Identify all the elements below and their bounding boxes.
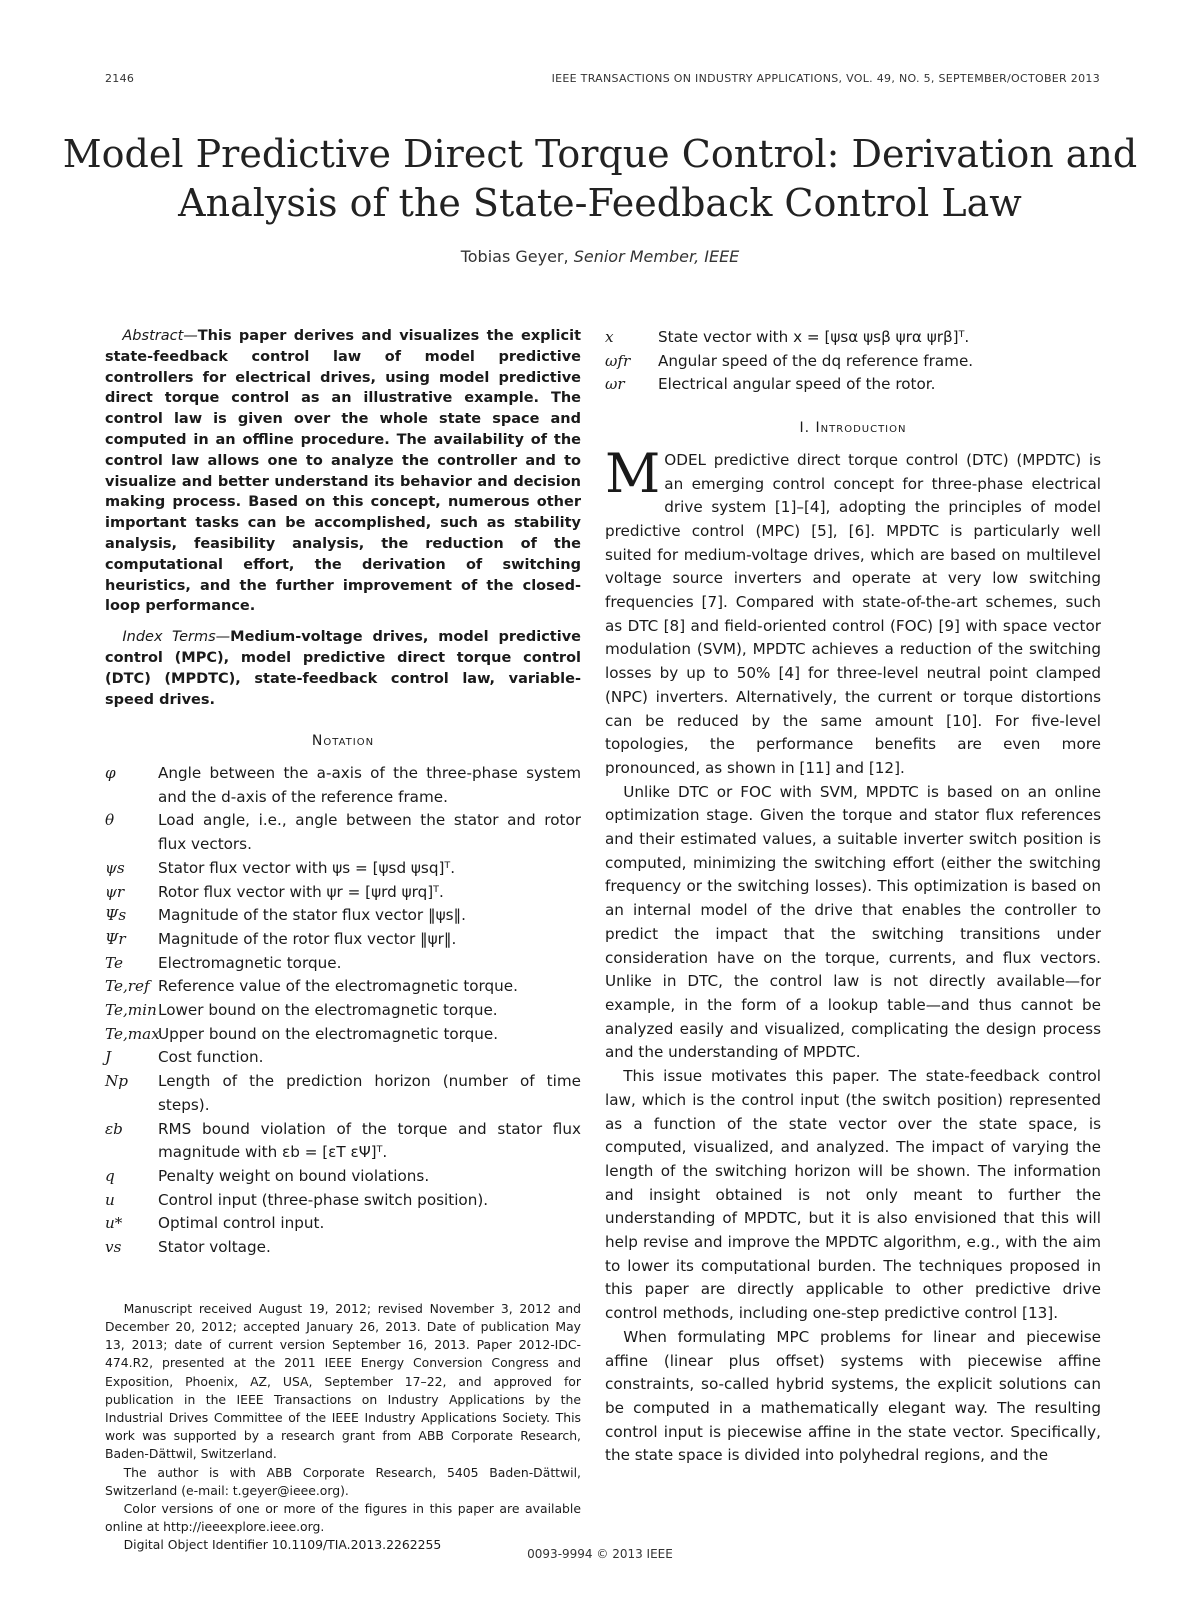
notation-item xyxy=(605,373,1101,397)
notation-symbol: ωfr xyxy=(605,351,631,370)
notation-description: Control input (three-phase switch position). xyxy=(158,1190,489,1209)
notation-symbol: ωr xyxy=(605,375,625,394)
footnote: Color versions of one or more of the figures in this paper are available online at http://ieeexplore.ieee.org. xyxy=(105,1501,581,1535)
notation-symbol: φ xyxy=(105,764,116,783)
notation-symbol: Te xyxy=(105,953,123,972)
notation-symbol: εb xyxy=(105,1119,123,1138)
notation-description: Electromagnetic torque. xyxy=(158,953,342,972)
paper-title: Model Predictive Direct Torque Control: Derivation and Analysis of the State-Feedback Control Law xyxy=(62,132,1138,225)
notation-symbol: Ψr xyxy=(105,929,126,948)
notation-symbol: vs xyxy=(105,1238,122,1257)
notation-item xyxy=(605,326,1101,350)
notation-description: RMS bound violation of the torque and stator flux magnitude with εb = [εT εΨ]ᵀ. xyxy=(158,1119,581,1162)
notation-symbol: J xyxy=(105,1048,112,1067)
notation-description: Angle between the a-axis of the three-phase system and the d-axis of the reference frame. xyxy=(158,764,581,806)
notation-item xyxy=(105,999,581,1023)
notation-symbol: Te,max xyxy=(105,1024,160,1043)
notation-description: Electrical angular speed of the rotor. xyxy=(658,375,936,394)
notation-item xyxy=(605,350,1101,374)
notation-description: Cost function. xyxy=(158,1048,264,1067)
notation-list xyxy=(105,762,581,1260)
notation-item xyxy=(105,1236,581,1260)
notation-symbol: x xyxy=(605,328,614,346)
footnote: The author is with ABB Corporate Research, 5405 Baden-Dättwil, Switzerland (e-mail: t.geyer@ieee.org). xyxy=(105,1464,581,1498)
notation-description: Stator flux vector with ψs = [ψsd ψsq]ᵀ. xyxy=(158,858,456,877)
notation-item xyxy=(105,1046,581,1070)
drop-cap: M xyxy=(605,441,661,505)
notation-symbol: q xyxy=(105,1167,115,1185)
index-terms-text: Medium-voltage drives, model predictive control (MPC), model predictive direct torque control (DTC) (MPDTC), state-feedback control law, variable-speed drives. xyxy=(105,629,581,708)
author-role: Senior Member, IEEE xyxy=(573,247,740,266)
right-column xyxy=(605,326,1101,1468)
notation-description: Upper bound on the electromagnetic torque. xyxy=(158,1024,499,1043)
section-heading-introduction: I. Introduction xyxy=(799,420,907,437)
notation-description: Reference value of the electromagnetic torque. xyxy=(158,977,518,996)
footnote: Manuscript received August 19, 2012; revised November 3, 2012 and December 20, 2012; accepted January 26, 2013. Date of publication May 13, 2013; date of current version September 16, 2013. Paper 2012-IDC-474.R2, presented at the 2011 IEEE Energy Conversion Congress and Exposition, Phoenix, AZ, USA, September 17–22, and approved for publication in the IEEE Transactions on Industry Applications by the Industrial Drives Committee of the IEEE Industry Applications Society. This work was supported by a research grant from ABB Corporate Research, Baden-Dättwil, Switzerland. xyxy=(105,1300,581,1462)
footnotes xyxy=(105,1300,581,1555)
notation-item xyxy=(105,1070,581,1117)
page-number: 2146 xyxy=(105,72,135,85)
left-column xyxy=(105,326,581,1555)
notation-symbol: Te,min xyxy=(105,1001,157,1020)
notation-item xyxy=(105,1023,581,1047)
notation-description: Penalty weight on bound violations. xyxy=(158,1167,430,1185)
author-name: Tobias Geyer, xyxy=(460,247,569,266)
notation-description: Length of the prediction horizon (number of time steps). xyxy=(158,1072,581,1114)
notation-symbol: ψr xyxy=(105,882,125,901)
paragraph-text: ODEL predictive direct torque control (DTC) (MPDTC) is an emerging control concept for three-phase electrical drive system [1]–[4], adopting the principles of model predictive control (MPC) [5], [6]. MPDTC is particularly well suited for medium-voltage drives, which are based on multilevel voltage source inverters and operate at very low switching frequencies [7]. Compared with state-of-the-art schemes, such as DTC [8] and field-oriented control (FOC) [9] with space vector modulation (SVM), MPDTC achieves a reduction of the switching losses by up to 50% [4] for three-level neutral point clamped (NPC) inverters. Alternatively, the current or torque distortions can be reduced by the same amount [10]. For five-level topologies, the performance benefits are even more pronounced, as shown in [11] and [12]. xyxy=(605,450,1101,777)
paragraph: When formulating MPC problems for linear and piecewise affine (linear plus offset) systems with piecewise affine constraints, so-called hybrid systems, the explicit solutions can be computed in a mathematically elegant way. The resulting control input is piecewise affine in the state vector. Specifically, the state space is divided into polyhedral regions, and the xyxy=(605,1327,1101,1465)
notation-symbol: u* xyxy=(105,1214,123,1233)
notation-description: Optimal control input. xyxy=(158,1214,325,1233)
footnote: Digital Object Identifier 10.1109/TIA.2013.2262255 xyxy=(123,1537,442,1553)
notation-item xyxy=(105,881,581,905)
notation-item xyxy=(105,857,581,881)
notation-item xyxy=(105,1165,581,1189)
notation-symbol: Np xyxy=(105,1072,129,1091)
notation-description: Angular speed of the dq reference frame. xyxy=(658,351,974,370)
notation-symbol: Te,ref xyxy=(105,977,150,996)
notation-description: Lower bound on the electromagnetic torque. xyxy=(158,1001,498,1020)
abstract xyxy=(105,326,581,617)
notation-description: Magnitude of the rotor flux vector ‖ψr‖. xyxy=(158,929,457,948)
notation-description: Stator voltage. xyxy=(158,1238,271,1257)
notation-item xyxy=(105,809,581,856)
notation-symbol: u xyxy=(105,1190,115,1209)
journal-header: IEEE TRANSACTIONS ON INDUSTRY APPLICATIONS, VOL. 49, NO. 5, SEPTEMBER/OCTOBER 2013 xyxy=(551,72,1100,85)
notation-description: State vector with x = [ψsα ψsβ ψrα ψrβ]ᵀ. xyxy=(658,328,970,346)
notation-item xyxy=(105,1212,581,1236)
notation-description: Rotor flux vector with ψr = [ψrd ψrq]ᵀ. xyxy=(158,882,444,901)
notation-item xyxy=(105,928,581,952)
copyright-footer: 0093-9994 © 2013 IEEE xyxy=(527,1547,673,1561)
notation-symbol: Ψs xyxy=(105,906,127,925)
notation-heading: Notation xyxy=(311,733,375,750)
abstract-text: This paper derives and visualizes the explicit state-feedback control law of model predictive controllers for electrical drives, using model predictive direct torque control as an illustrative example. The control law is given over the whole state space and computed in an offline procedure. The availability of the control law allows one to analyze the controller and to visualize and better understand its behavior and decision making process. Based on this concept, numerous other important tasks can be accomplished, such as stability analysis, feasibility analysis, the reduction of the computational effort, the derivation of switching heuristics, and the further improvement of the closed-loop performance. xyxy=(105,328,581,615)
abstract-label: Abstract— xyxy=(122,328,198,344)
notation-description: Magnitude of the stator flux vector ‖ψs‖. xyxy=(158,906,466,925)
notation-item xyxy=(105,952,581,976)
notation-symbol: θ xyxy=(105,811,115,830)
notation-item xyxy=(105,975,581,999)
notation-symbol: ψs xyxy=(105,858,125,877)
notation-item xyxy=(105,1189,581,1213)
paragraph: This issue motivates this paper. The state-feedback control law, which is the control input (the switch position) represented as a function of the state vector over the state space, is computed, visualized, and analyzed. The impact of varying the length of the switching horizon will be shown. The information and insight obtained is not only meant to further the understanding of MPDTC, but it is also envisioned that this will help revise and improve the MPDTC algorithm, e.g., with the aim to lower its computational burden. The techniques proposed in this paper are directly applicable to other predictive drive control methods, including one-step predictive control [13]. xyxy=(605,1067,1101,1323)
notation-item xyxy=(105,904,581,928)
index-terms-label: Index Terms— xyxy=(122,629,231,646)
paragraph: Unlike DTC or FOC with SVM, MPDTC is based on an online optimization stage. Given the torque and stator flux references and their estimated values, a suitable inverter switch position is computed, minimizing the switching effort (either the switching frequency or the switching losses). This optimization is based on an internal model of the drive that enables the controller to predict the impact that the switching transitions under consideration have on the torque, currents, and flux vectors. Unlike in DTC, the control law is not directly available—for example, in the form of a lookup table—and thus cannot be analyzed easily and visualized, complicating the design process and the understanding of MPDTC. xyxy=(605,782,1101,1062)
index-terms xyxy=(105,627,581,710)
notation-list-continued xyxy=(605,326,1101,397)
notation-item xyxy=(105,1118,581,1165)
paragraph xyxy=(605,441,1101,781)
notation-item xyxy=(105,762,581,809)
author-line xyxy=(0,247,1200,266)
notation-description: Load angle, i.e., angle between the stator and rotor flux vectors. xyxy=(158,811,581,854)
